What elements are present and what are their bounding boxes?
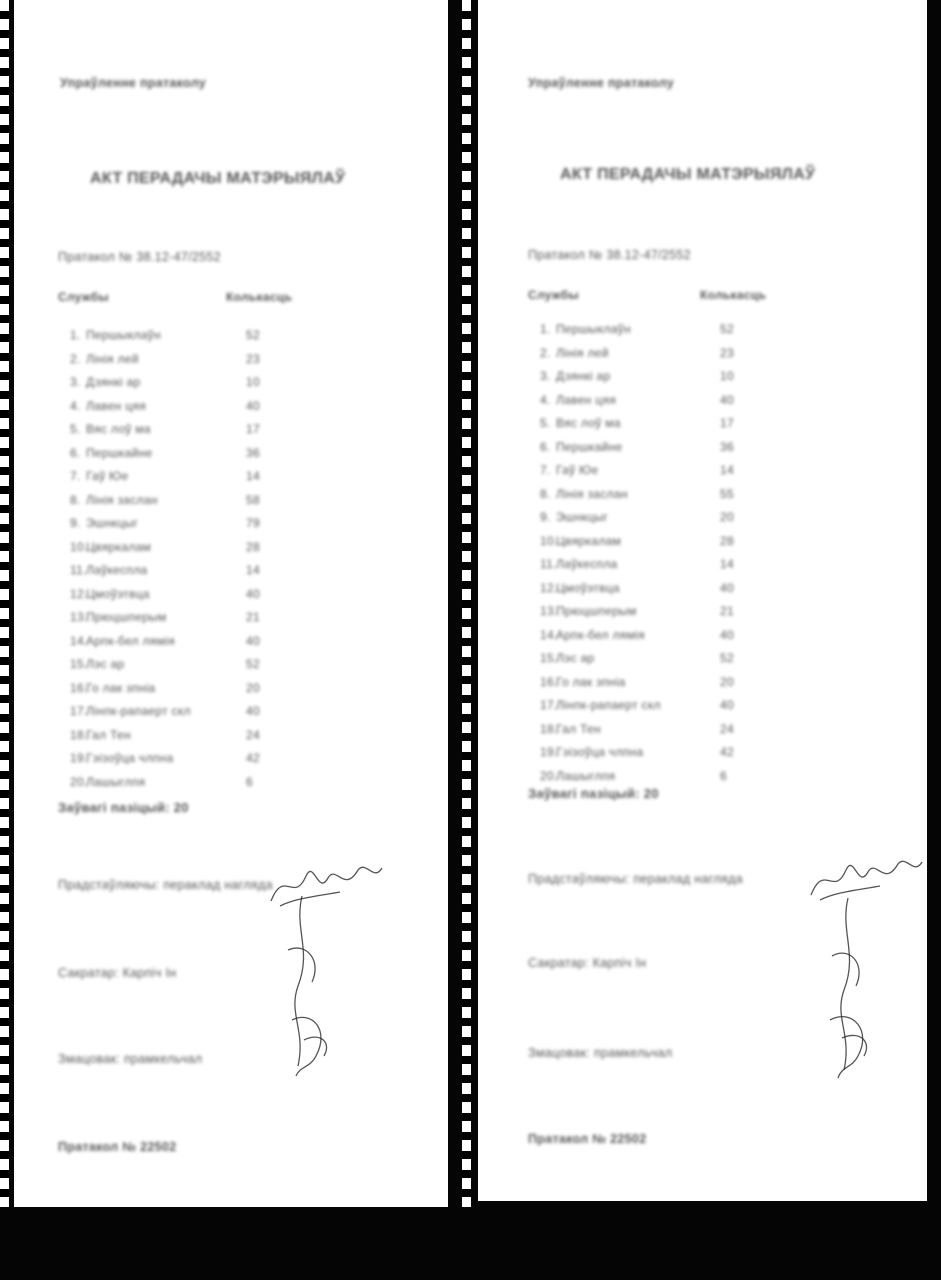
- item-value: 14: [720, 557, 734, 571]
- document-meta: Пратакол № 38.12-47/2552: [58, 250, 221, 264]
- item-index: 4.: [70, 398, 81, 413]
- handwritten-signature-1: [266, 856, 386, 916]
- item-index: 17.: [540, 698, 558, 712]
- item-index: 14.: [70, 633, 88, 648]
- item-value: 55: [720, 486, 734, 501]
- list-item: [540, 346, 927, 370]
- list-item: [70, 446, 448, 470]
- item-name: Лінпк-рапаерт скл: [86, 704, 191, 718]
- list-item: [540, 487, 927, 511]
- item-value: 28: [246, 539, 260, 554]
- item-name: Першыклаўн: [86, 328, 161, 342]
- item-value: 40: [720, 627, 734, 642]
- list-item: [70, 587, 448, 611]
- item-value: 40: [720, 698, 734, 712]
- column-header-value: Колькасць: [226, 290, 293, 304]
- summary-line: Заўвагі пазіцый: 20: [528, 786, 659, 801]
- list-item: [540, 745, 927, 769]
- item-name: Лэс ар: [556, 651, 595, 665]
- list-item: [70, 540, 448, 564]
- item-name: Цмоўэтвца: [86, 586, 150, 601]
- item-name: Го лак зпніа: [556, 674, 626, 689]
- item-value: 42: [246, 751, 260, 765]
- list-item: [540, 675, 927, 699]
- list-item: [70, 775, 448, 799]
- item-value: 52: [720, 651, 734, 665]
- list-item: [540, 440, 927, 464]
- item-index: 6.: [70, 445, 81, 460]
- item-name: Вяс лоў ма: [556, 416, 621, 430]
- item-value: 6: [246, 774, 253, 789]
- list-item: [70, 493, 448, 517]
- item-value: 20: [720, 674, 734, 689]
- item-name: Арпк-бел лямія: [86, 633, 175, 648]
- item-index: 12.: [540, 580, 558, 595]
- item-name: Прюцшперым: [86, 610, 167, 624]
- item-value: 17: [246, 422, 260, 436]
- item-value: 40: [246, 704, 260, 718]
- item-index: 4.: [540, 392, 551, 407]
- list-item: [540, 722, 927, 746]
- perforation-strip-center: [462, 0, 471, 1207]
- item-name: Першкайне: [86, 445, 153, 460]
- item-list: [70, 328, 448, 798]
- item-index: 20.: [540, 768, 558, 783]
- item-value: 24: [246, 727, 260, 742]
- list-item: [540, 322, 927, 346]
- item-value: 52: [246, 657, 260, 671]
- item-name: Арпк-бел лямія: [556, 627, 645, 642]
- item-name: Вяс лоў ма: [86, 422, 151, 436]
- list-item: [70, 728, 448, 752]
- item-list: [540, 322, 927, 792]
- item-value: 40: [720, 580, 734, 595]
- footer-line: Пратакол № 22502: [58, 1140, 177, 1154]
- list-item: [540, 581, 927, 605]
- item-name: Лінія лей: [86, 351, 139, 366]
- item-name: Лэс ар: [86, 657, 125, 671]
- item-index: 12.: [70, 586, 88, 601]
- item-name: Го лак зпніа: [86, 680, 156, 695]
- list-item: [70, 516, 448, 540]
- item-value: 21: [720, 604, 734, 618]
- column-header-name: Службы: [528, 288, 579, 302]
- list-item: [540, 369, 927, 393]
- item-index: 8.: [70, 492, 81, 507]
- item-name: Лінпк-рапаерт скл: [556, 698, 661, 712]
- list-item: [540, 534, 927, 558]
- list-item: [70, 422, 448, 446]
- item-name: Лінія заслан: [86, 492, 158, 507]
- item-index: 9.: [540, 510, 551, 524]
- list-item: [70, 563, 448, 587]
- item-name: Гаў Юе: [86, 469, 129, 483]
- item-name: Лашыглпя: [86, 774, 146, 789]
- item-name: Лавен цяя: [556, 392, 616, 407]
- item-index: 13.: [70, 610, 88, 624]
- item-index: 7.: [540, 463, 551, 477]
- list-item: [70, 610, 448, 634]
- list-item: [70, 634, 448, 658]
- item-value: 23: [720, 345, 734, 360]
- perforation-strip-left: [0, 0, 9, 1207]
- item-value: 40: [246, 398, 260, 413]
- list-item: [70, 375, 448, 399]
- page-title: АКТ ПЕРАДАЧЫ МАТЭРЫЯЛАЎ: [560, 166, 816, 183]
- signature-line-1: Прадстаўляючы: пераклад нагляда: [58, 878, 273, 892]
- item-name: Прюцшперым: [556, 604, 637, 618]
- item-index: 11.: [70, 563, 87, 577]
- list-item: [70, 751, 448, 775]
- item-index: 20.: [70, 774, 88, 789]
- item-name: Гал Тен: [556, 721, 601, 736]
- item-value: 14: [246, 469, 260, 483]
- list-item: [70, 704, 448, 728]
- item-index: 5.: [70, 422, 81, 436]
- signature-line-2: Сакратар: Карпіч Ін: [58, 966, 177, 980]
- organization-line: Упраўленне пратаколу: [60, 76, 206, 90]
- item-name: Цмоўэтвца: [556, 580, 620, 595]
- item-index: 5.: [540, 416, 551, 430]
- item-index: 10.: [70, 539, 88, 554]
- item-index: 3.: [70, 375, 81, 389]
- item-index: 15.: [540, 651, 558, 665]
- item-name: Першыклаўн: [556, 322, 631, 336]
- item-name: Гал Тен: [86, 727, 131, 742]
- item-value: 40: [246, 633, 260, 648]
- item-value: 20: [246, 680, 260, 695]
- item-index: 1.: [70, 328, 81, 342]
- item-value: 79: [246, 516, 260, 530]
- item-value: 10: [246, 375, 260, 389]
- item-value: 52: [720, 322, 734, 336]
- list-item: [70, 352, 448, 376]
- signature-line-3: Змацовак: прамкельчал: [58, 1052, 203, 1066]
- document-page-right: [478, 0, 927, 1201]
- item-index: 18.: [70, 727, 88, 742]
- page-title: АКТ ПЕРАДАЧЫ МАТЭРЫЯЛАЎ: [90, 170, 346, 187]
- list-item: [70, 681, 448, 705]
- item-name: Гэізоўца члпна: [86, 751, 174, 765]
- column-header-name: Службы: [58, 290, 109, 304]
- item-index: 14.: [540, 627, 558, 642]
- item-value: 14: [720, 463, 734, 477]
- item-index: 2.: [70, 351, 81, 366]
- item-value: 14: [246, 563, 260, 577]
- item-value: 21: [246, 610, 260, 624]
- item-index: 13.: [540, 604, 558, 618]
- item-value: 36: [246, 445, 260, 460]
- list-item: [540, 416, 927, 440]
- item-index: 1.: [540, 322, 551, 336]
- item-value: 6: [720, 768, 727, 783]
- item-index: 17.: [70, 704, 88, 718]
- item-name: Лашыглпя: [556, 768, 616, 783]
- item-value: 40: [720, 392, 734, 407]
- item-value: 24: [720, 721, 734, 736]
- item-value: 40: [246, 586, 260, 601]
- summary-line: Заўвагі пазіцый: 20: [58, 800, 189, 815]
- item-index: 19.: [540, 745, 558, 759]
- handwritten-signature-2: [272, 890, 362, 1080]
- item-name: Эшнкцыг: [556, 510, 609, 524]
- list-item: [540, 510, 927, 534]
- item-value: 28: [720, 533, 734, 548]
- item-name: Першкайне: [556, 439, 623, 454]
- list-item: [540, 698, 927, 722]
- item-value: 42: [720, 745, 734, 759]
- item-value: 58: [246, 492, 260, 507]
- item-name: Гаў Юе: [556, 463, 599, 477]
- item-name: Лавен цяя: [86, 398, 146, 413]
- item-index: 11.: [540, 557, 557, 571]
- item-index: 18.: [540, 721, 558, 736]
- item-name: Лінія лей: [556, 345, 609, 360]
- list-item: [70, 328, 448, 352]
- signature-line-3: Змацовак: прамкельчал: [528, 1046, 673, 1060]
- list-item: [70, 469, 448, 493]
- list-item: [70, 657, 448, 681]
- item-name: Дзянкі ар: [86, 375, 141, 389]
- item-index: 16.: [70, 680, 88, 695]
- signature-line-2: Сакратар: Карпіч Ін: [528, 956, 647, 970]
- list-item: [540, 628, 927, 652]
- list-item: [540, 604, 927, 628]
- handwritten-signature-1: [806, 850, 926, 910]
- item-index: 3.: [540, 369, 551, 383]
- list-item: [540, 557, 927, 581]
- list-item: [70, 399, 448, 423]
- item-index: 8.: [540, 486, 551, 501]
- item-index: 6.: [540, 439, 551, 454]
- item-value: 52: [246, 328, 260, 342]
- organization-line: Упраўленне пратаколу: [528, 76, 674, 90]
- item-value: 17: [720, 416, 734, 430]
- item-name: Цвяркалам: [556, 533, 622, 548]
- item-index: 16.: [540, 674, 558, 689]
- item-name: Лаўкеспла: [556, 557, 618, 571]
- footer-line: Пратакол № 22502: [528, 1132, 647, 1146]
- item-index: 2.: [540, 345, 551, 360]
- item-name: Лінія заслан: [556, 486, 628, 501]
- document-page-left: [14, 0, 448, 1207]
- signature-line-1: Прадстаўляючы: пераклад нагляда: [528, 872, 743, 886]
- item-name: Гэізоўца члпна: [556, 745, 644, 759]
- item-value: 20: [720, 510, 734, 524]
- list-item: [540, 393, 927, 417]
- item-value: 10: [720, 369, 734, 383]
- document-meta: Пратакол № 38.12-47/2552: [528, 248, 691, 262]
- item-index: 7.: [70, 469, 81, 483]
- item-index: 15.: [70, 657, 88, 671]
- item-name: Лаўкеспла: [86, 563, 148, 577]
- item-index: 9.: [70, 516, 81, 530]
- list-item: [540, 463, 927, 487]
- item-name: Цвяркалам: [86, 539, 152, 554]
- item-value: 36: [720, 439, 734, 454]
- list-item: [540, 651, 927, 675]
- item-name: Эшнкцыг: [86, 516, 139, 530]
- item-index: 19.: [70, 751, 88, 765]
- item-index: 10.: [540, 533, 558, 548]
- column-header-value: Колькасць: [700, 288, 767, 302]
- item-value: 23: [246, 351, 260, 366]
- handwritten-signature-2: [814, 892, 904, 1082]
- item-name: Дзянкі ар: [556, 369, 611, 383]
